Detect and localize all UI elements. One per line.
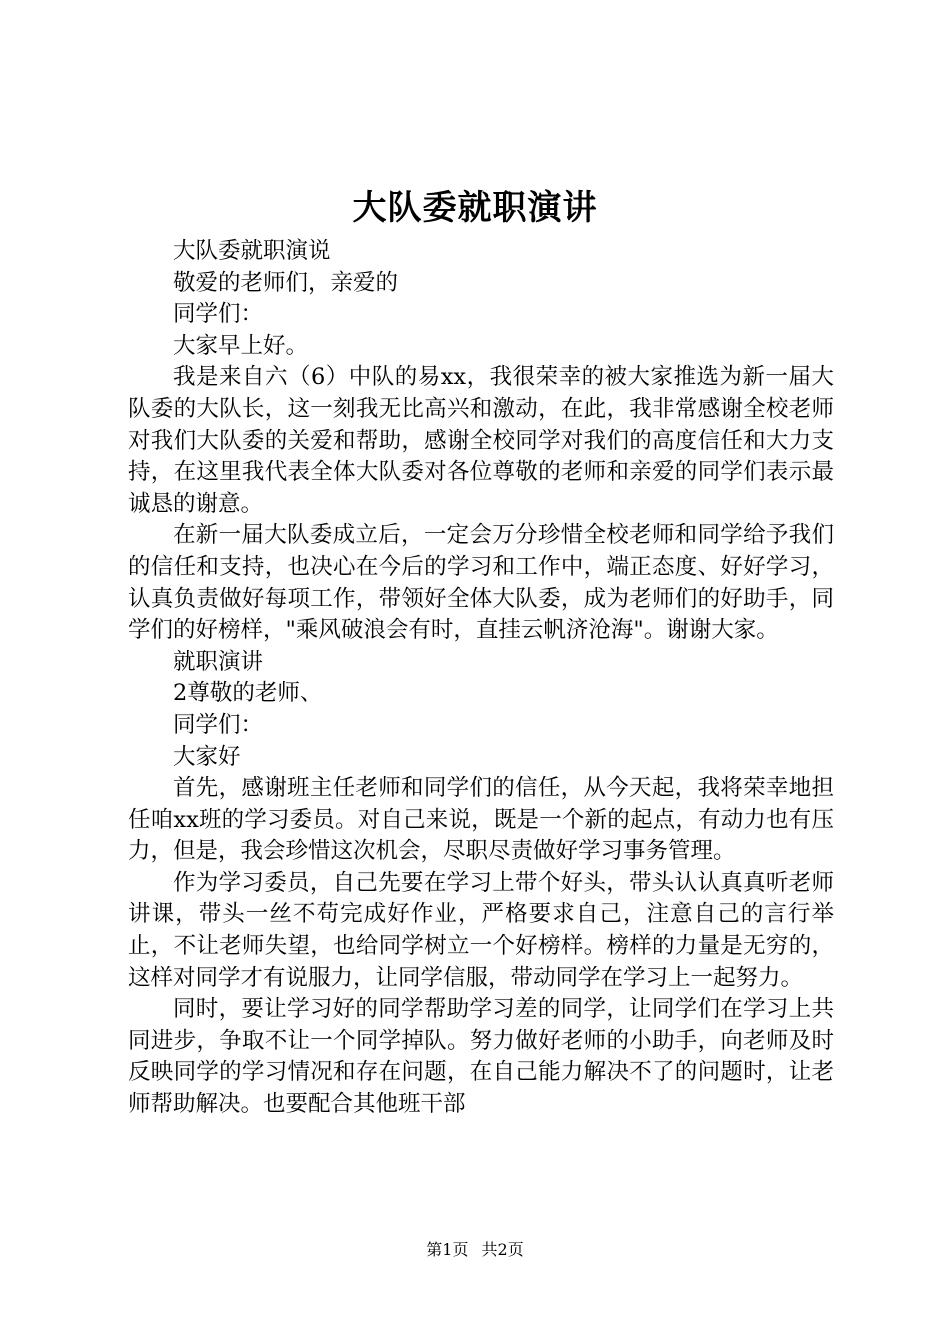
page-total: 共2页 <box>481 1240 524 1259</box>
page-number: 第1页 <box>426 1240 469 1259</box>
text-line: 大队委就职演说 <box>173 238 331 264</box>
text-line: 大家好 <box>173 743 241 770</box>
text-line: 同学们： <box>173 301 264 328</box>
text-line: 敬爱的老师们，亲爱的 <box>173 269 399 296</box>
paragraph: 在新一届大队委成立后，一定会万分珍惜全校老师和同学给予我们的信任和支持，也决心在今后的学习和工作中，端正态度、好好学习，认真负责做好每项工作，带领好全体大队委，成为老师们的好助手，同学们的好榜样，"乘风破浪会有时，直挂云帆济沧海"。谢谢大家。 <box>128 522 834 644</box>
document-title: 大队委就职演讲 <box>352 188 598 228</box>
paragraph: 同时，要让学习好的同学帮助学习差的同学，让同学们在学习上共同进步，争取不让一个同学掉队。努力做好老师的小助手，向老师及时反映同学的学习情况和存在问题，在自己能力解决不了的问题时，让老师帮助解决。也要配合其他班干部 <box>128 996 834 1118</box>
text-line: 同学们： <box>173 711 264 738</box>
text-line: 2尊敬的老师、 <box>173 680 323 707</box>
text-line: 大家早上好。 <box>173 332 309 359</box>
paragraph: 首先，感谢班主任老师和同学们的信任，从今天起，我将荣幸地担任咱xx班的学习委员。对自己来说，既是一个新的起点，有动力也有压力，但是，我会珍惜这次机会，尽职尽责做好学习事务管理。 <box>128 775 834 865</box>
document-body <box>128 236 834 1121</box>
page-footer <box>0 1240 950 1260</box>
text-line: 就职演讲 <box>173 648 264 675</box>
paragraph: 作为学习委员，自己先要在学习上带个好头，带头认认真真听老师讲课，带头一丝不苟完成好作业，严格要求自己，注意自己的言行举止，不让老师失望，也给同学树立一个好榜样。榜样的力量是无穷的，这样对同学才有说服力，让同学信服，带动同学在学习上一起努力。 <box>128 869 834 991</box>
paragraph: 我是来自六（6）中队的易xx，我很荣幸的被大家推选为新一届大队委的大队长，这一刻我无比高兴和激动，在此，我非常感谢全校老师对我们大队委的关爱和帮助，感谢全校同学对我们的高度信任和大力支持，在这里我代表全体大队委对各位尊敬的老师和亲爱的同学们表示最诚恳的谢意。 <box>128 364 834 517</box>
